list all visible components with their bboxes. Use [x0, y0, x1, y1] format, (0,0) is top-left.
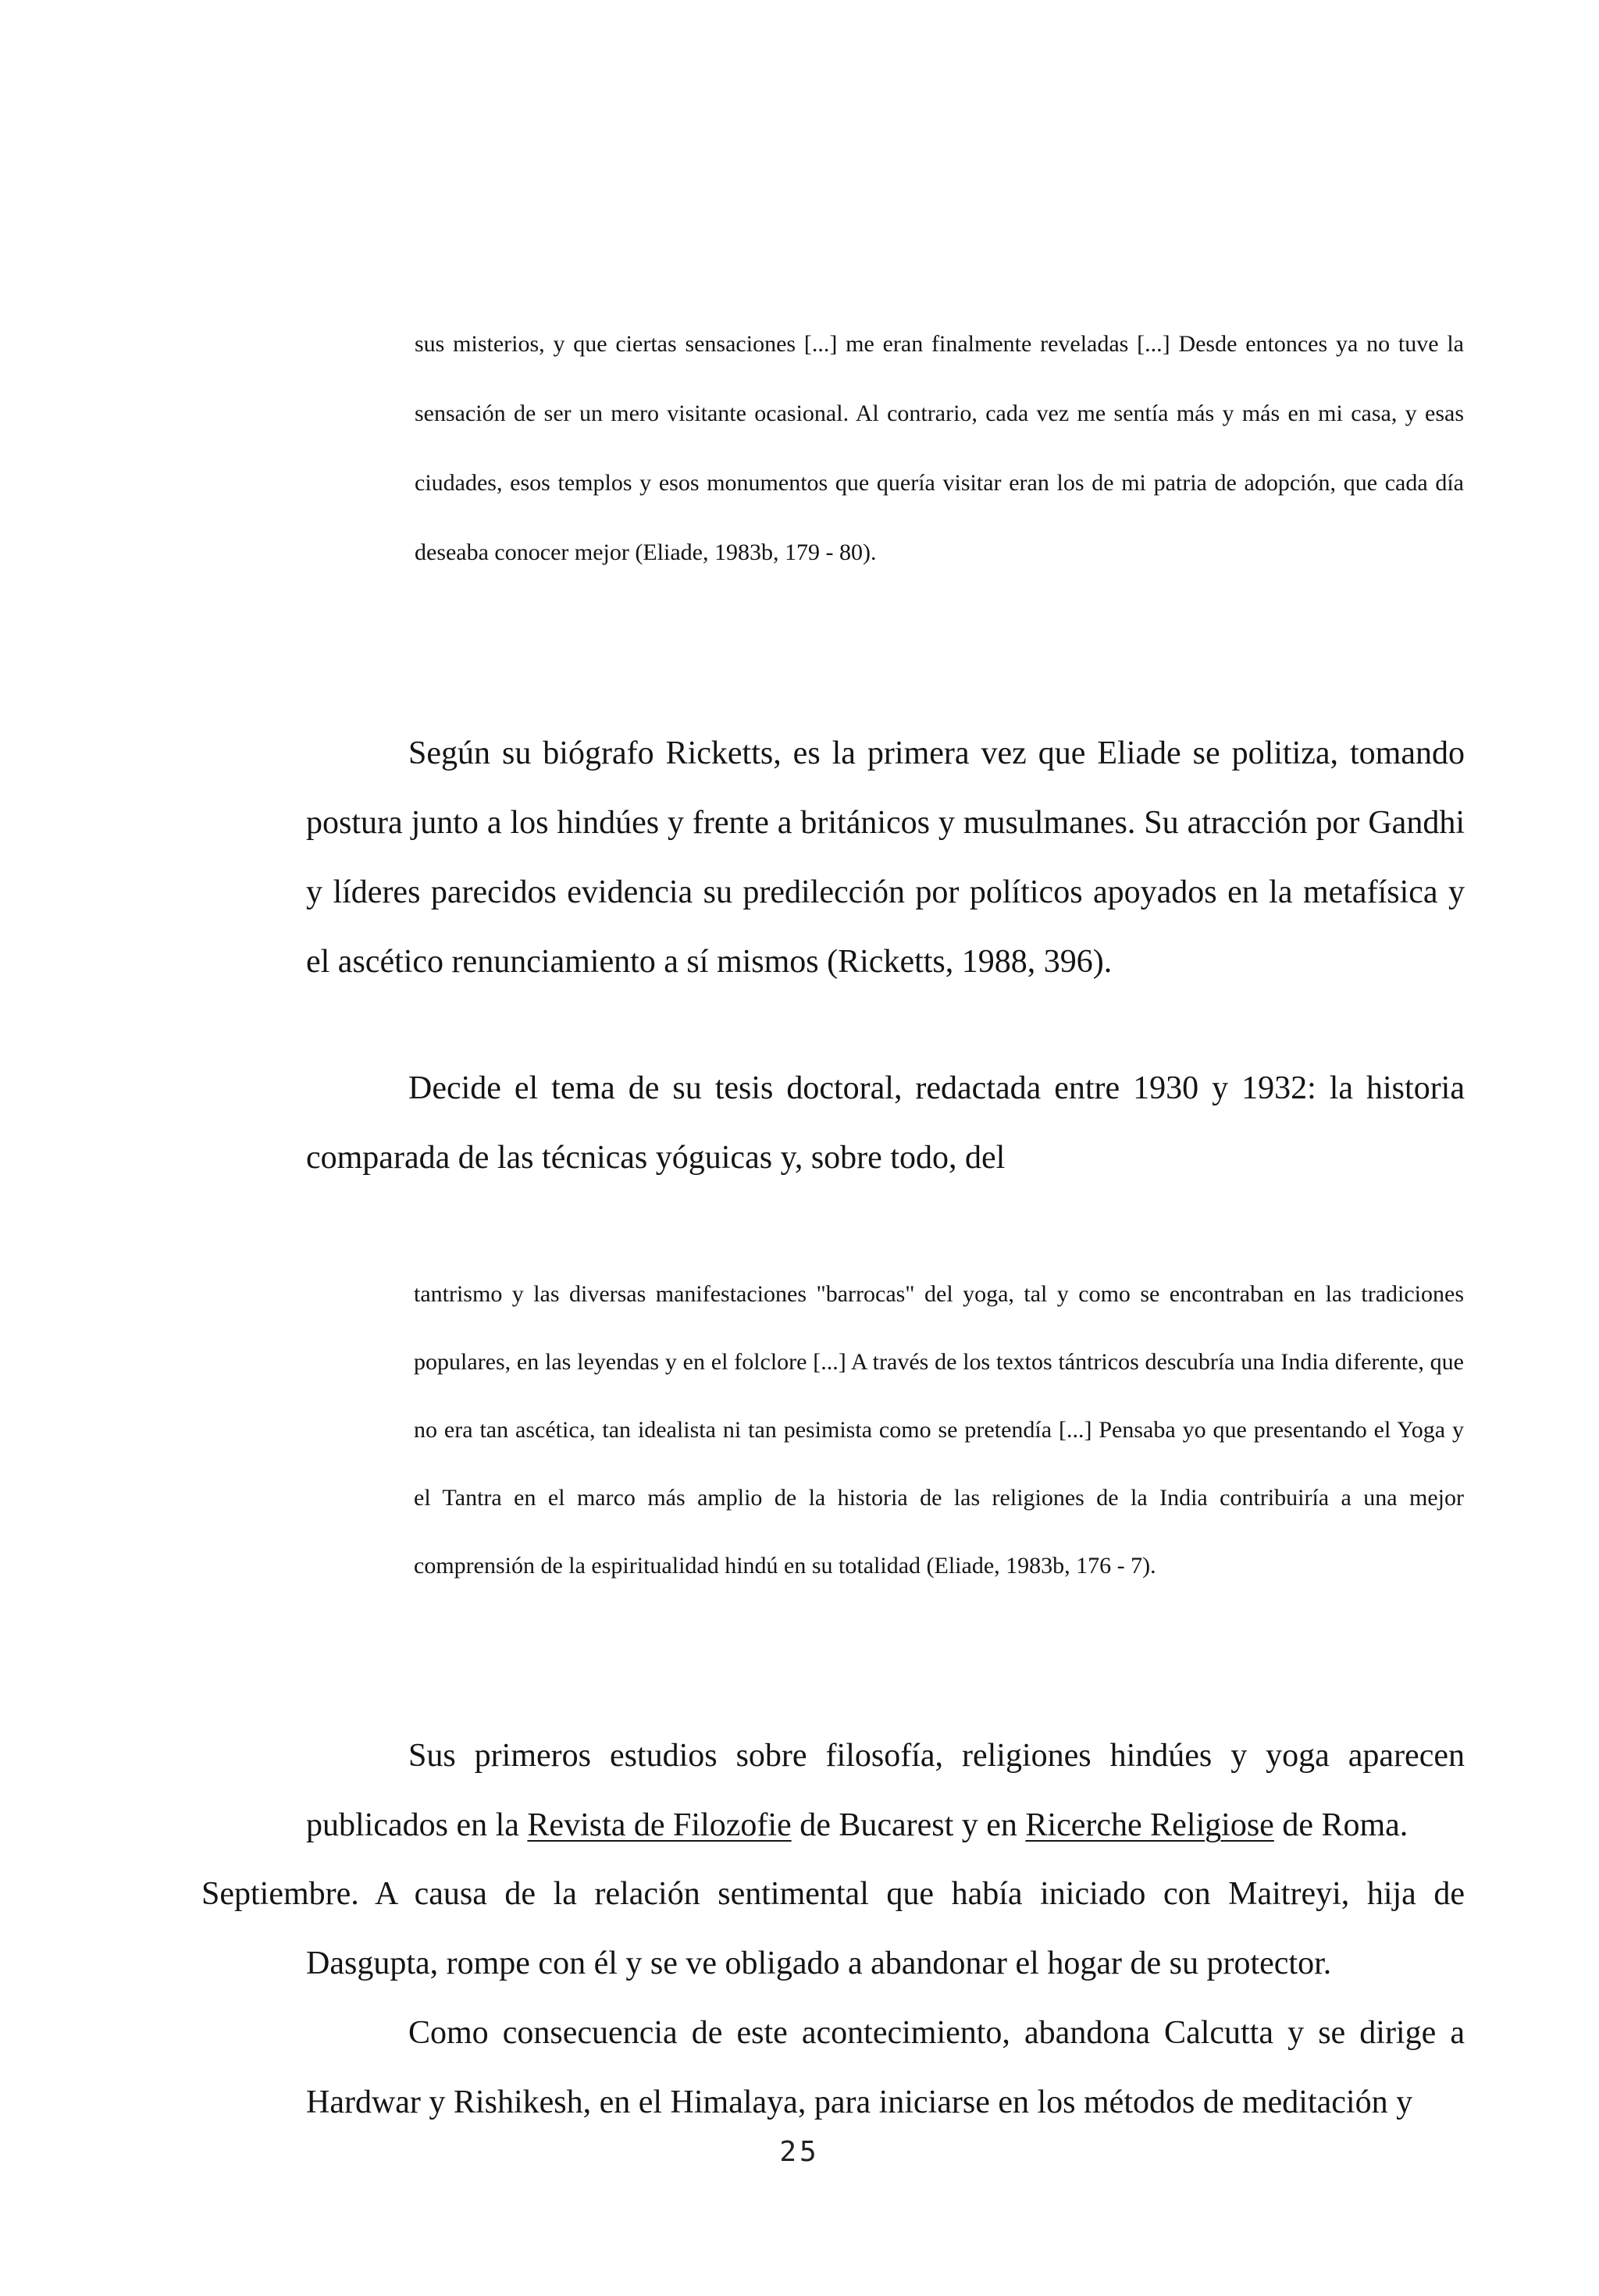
paragraph-first-studies-text-1: Sus primeros estudios sobre filosofía, religiones hindúes y yoga aparecen publicados en la [306, 1738, 1465, 1843]
journal-title-revista-de-filozofie: Revista de Filozofie [527, 1807, 792, 1843]
paragraph-first-studies [306, 1721, 1465, 1860]
paragraph-ricketts: Según su biógrafo Ricketts, es la primera vez que Eliade se politiza, tomando postura junto a los hindúes y frente a británicos y musulmanes. Su atracción por Gandhi y líderes parecidos evidencia su predilección por políticos apoyados en la metafísica y el ascético renunciamiento a sí mismos (Ricketts, 1988, 396). [306, 735, 1465, 980]
paragraph-first-studies-text-3: de Roma. [1273, 1807, 1408, 1843]
paragraph-thesis: Decide el tema de su tesis doctoral, redactada entre 1930 y 1932: la historia comparada de las técnicas yóguicas y, sobre todo, del [306, 1070, 1465, 1176]
paragraph-first-studies-text-2: de Bucarest y en [791, 1807, 1026, 1843]
journal-title-ricerche-religiose: Ricerche Religiose [1025, 1807, 1274, 1843]
block-quote-2: tantrismo y las diversas manifestaciones "barrocas" del yoga, tal y como se encontraban en las tradiciones populares, en las leyendas y en el folclore [...] A través de los textos tántricos descubría una India diferente, que no era tan ascética, tan idealista ni tan pesimista como se pretendía [...] Pensaba yo que presentando el Yoga y el Tantra en el marco más amplio de la historia de las religiones de la India contribuiría a una mejor comprensión de la espiritualidad hindú en su totalidad (Eliade, 1983b, 176 - 7). [414, 1281, 1464, 1579]
paragraph-consequence: Como consecuencia de este acontecimiento, abandona Calcutta y se dirige a Hardwar y Rishikesh, en el Himalaya, para iniciarse en los métodos de meditación y [306, 2015, 1465, 2120]
paragraph-september: Septiembre. A causa de la relación sentimental que había iniciado con Maitreyi, hija de Dasgupta, rompe con él y se ve obligado a abandonar el hogar de su protector. [201, 1876, 1465, 1981]
page-number: 25 [779, 2136, 820, 2168]
block-quote-1: sus misterios, y que ciertas sensaciones [...] me eran finalmente reveladas [...] Desde entonces ya no tuve la sensación de ser un mero visitante ocasional. Al contrario, cada vez me sentía más y más en mi casa, y esas ciudades, esos templos y esos monumentos que quería visitar eran los de mi patria de adopción, que cada día deseaba conocer mejor (Eliade, 1983b, 179 - 80). [415, 331, 1464, 565]
